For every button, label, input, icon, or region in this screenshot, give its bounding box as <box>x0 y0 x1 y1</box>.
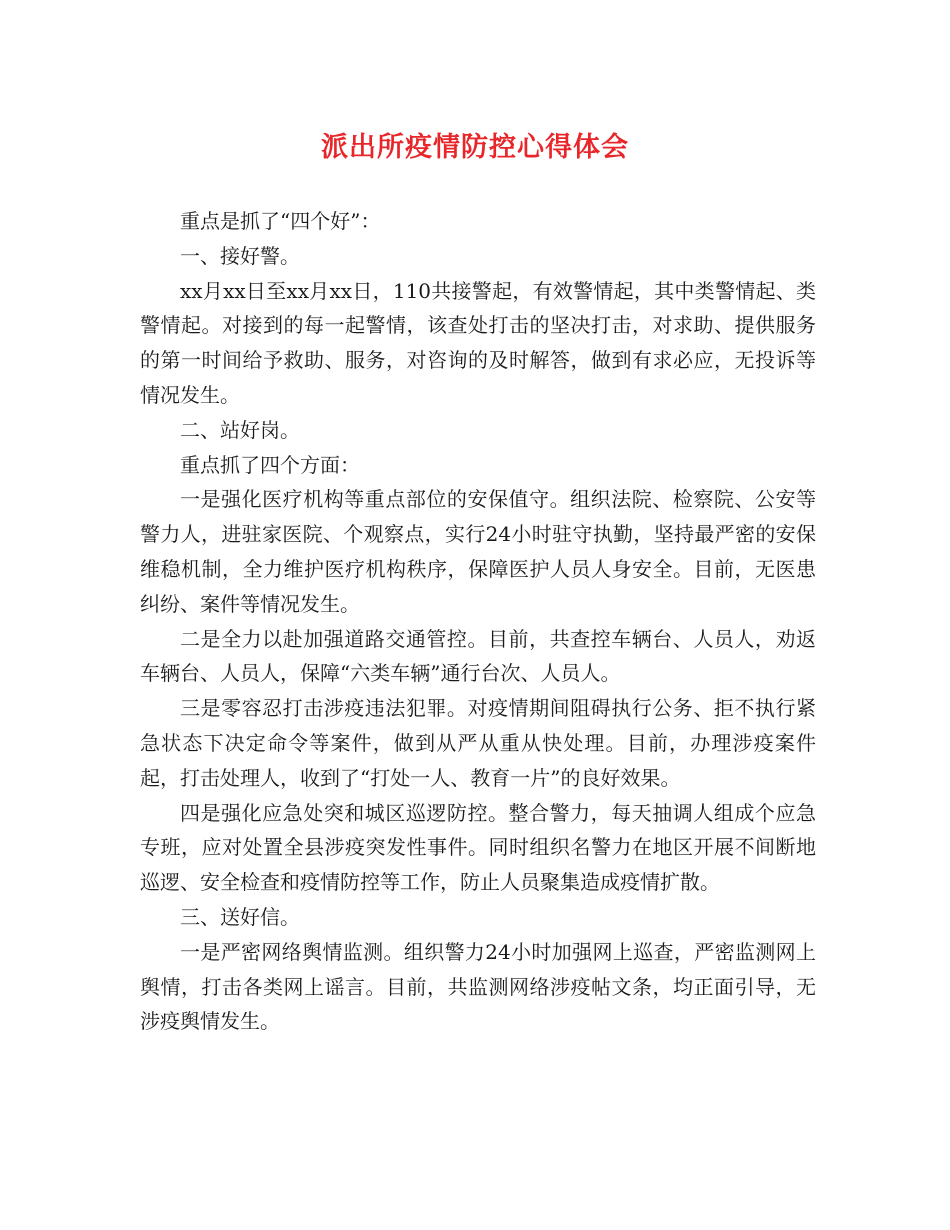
document-body <box>140 204 816 1039</box>
document-title: 派出所疫情防控心得体会 <box>321 132 629 163</box>
section-heading: 一、接好警。 <box>180 243 300 268</box>
section-heading: 三、送好信。 <box>180 904 300 929</box>
paragraph: 重点抓了四个方面： <box>180 452 360 477</box>
section-heading: 二、站好岗。 <box>180 417 300 442</box>
paragraph: xx月xx日至xx月xx日，110共接警起，有效警情起，其中类警情起、类警情起。对接到的每一起警情，该查处打击的坚决打击，对求助、提供服务的第一时间给予救助、服务，对咨询的及时解答，做到有求必应，无投诉等情况发生。 <box>140 278 816 407</box>
paragraph: 一是严密网络舆情监测。组织警力24小时加强网上巡查，严密监测网上舆情，打击各类网上谣言。目前，共监测网络涉疫帖文条，均正面引导，无涉疫舆情发生。 <box>140 939 816 1034</box>
paragraph: 重点是抓了“四个好”： <box>180 209 381 233</box>
paragraph: 四是强化应急处突和城区巡逻防控。整合警力，每天抽调人组成个应急专班，应对处置全县涉疫突发性事件。同时组织名警力在地区开展不间断地巡逻、安全检查和疫情防控等工作，防止人员聚集造成疫情扩散。 <box>140 800 816 895</box>
paragraph: 三是零容忍打击涉疫违法犯罪。对疫情期间阻碍执行公务、拒不执行紧急状态下决定命令等案件，做到从严从重从快处理。目前，办理涉疫案件起，打击处理人，收到了“打处一人、教育一片”的良好效果。 <box>140 696 816 790</box>
paragraph: 二是全力以赴加强道路交通管控。目前，共查控车辆台、人员人，劝返车辆台、人员人，保障“六类车辆”通行台次、人员人。 <box>140 626 816 686</box>
paragraph: 一是强化医疗机构等重点部位的安保值守。组织法院、检察院、公安等警力人，进驻家医院、个观察点，实行24小时驻守执勤，坚持最严密的安保维稳机制，全力维护医疗机构秩序，保障医护人员人身安全。目前，无医患纠纷、案件等情况发生。 <box>140 487 816 616</box>
